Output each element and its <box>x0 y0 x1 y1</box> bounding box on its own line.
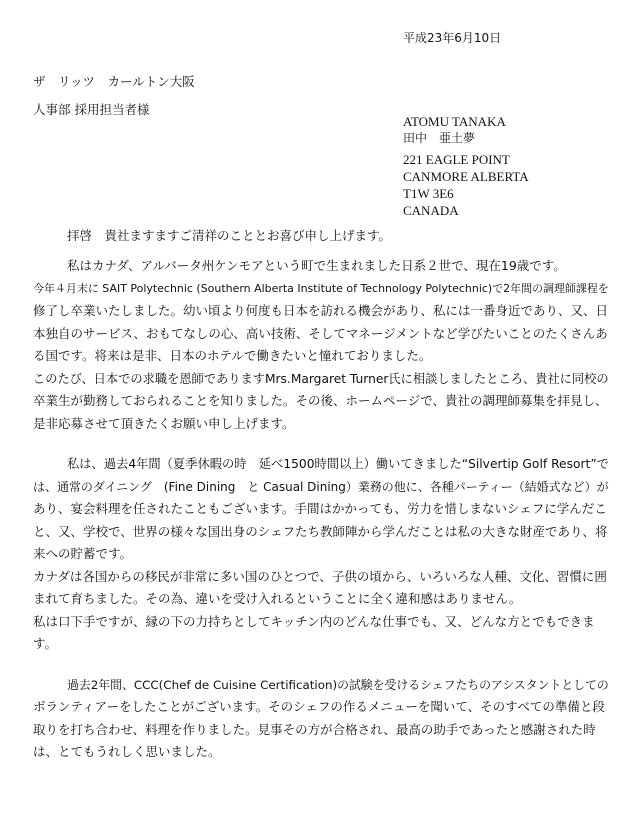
body-line: す。 <box>33 636 58 651</box>
body-line: まれて育ちました。その為、違いを受け入れるということに全く違和感はありません。 <box>33 591 522 606</box>
body-line: あり、宴会料理を任されたこともございます。手間はかかっても、労力を惜しまないシェフに学んだこ <box>33 501 607 516</box>
body-line: と、又、学校で、世界の様々な国出身のシェフたち教師陣から学んだことは私の大きな財産であり、将 <box>33 523 608 539</box>
body-line: 取りを打ち合わせ、料理を作りました。見事その方が合格され、最高の助手であったと感謝された時 <box>33 721 596 737</box>
body-line: 私はカナダ、アルバータ州ケンモアという町で生まれました日系２世で、現在19歳です。 <box>67 258 566 273</box>
body-line: 私は、過去4年間（夏季休暇の時 延べ1500時間以上）働いてきました“Silvertip Golf Resort”で <box>67 457 609 471</box>
body-line: このたび、日本での求職を恩師でありますMrs.Margaret Turner氏に相談しましたところ、貴社に同校の <box>33 371 609 386</box>
body-line: 私は口下手ですが、縁の下の力持ちとしてキッチン内のどんな仕事でも、又、どんな方とでもできま <box>33 613 595 629</box>
sender-block <box>403 113 529 219</box>
body-line: は、通常のダイニング (Fine Dining と Casual Dining）業務の他に、各種パーティー（結婚式など）が <box>33 479 609 494</box>
sender-name-en: ATOMU TANAKA <box>403 114 506 129</box>
recipient-company: ザ リッツ カールトン大阪 <box>33 74 195 89</box>
body-line: 卒業生が勤務しておられることを知りました。その後、ホームページで、貴社の調理師募集を拝見し、 <box>33 393 608 408</box>
sender-address-line: 221 EAGLE POINT <box>403 152 510 167</box>
body-line: 本独自のサービス、おもてなしの心、高い技術、そしてマネージメントなど学びたいことのたくさんあ <box>33 325 608 341</box>
body-line: る国です。将来は是非、日本のホテルで働きたいと憧れておりました。 <box>33 348 432 363</box>
body-line: 来への貯蓄です。 <box>33 546 133 561</box>
body-paragraph <box>33 255 615 435</box>
body-line: 修了し卒業いたしました。幼い頃より何度も日本を訪れる機会があり、私には一番身近であり、又、日 <box>33 303 609 318</box>
letter-date: 平成23年6月10日 <box>403 31 502 45</box>
body-line: 今年４月末に SAIT Polytechnic (Southern Alberta Institute of Technology Polytechnic)で2年間の調理師課程を <box>33 281 609 295</box>
greeting-line: 拝啓 貴社ますますご清祥のこととお喜び申し上げます。 <box>67 228 392 243</box>
sender-address-line: CANADA <box>403 203 459 218</box>
body-line: ボランティアーをしたことがございます。そのシェフの作るメニューを聞いて、そのすべての準備と段 <box>33 699 605 714</box>
body-paragraph <box>33 453 615 656</box>
letter-body <box>33 255 615 764</box>
sender-name-jp: 田中 亜土夢 <box>403 131 476 145</box>
body-paragraph <box>33 674 615 764</box>
sender-address-line: CANMORE ALBERTA <box>403 169 529 184</box>
sender-address-line: T1W 3E6 <box>403 186 454 201</box>
recipient-block <box>33 68 195 124</box>
body-line: は、とてもうれしく思いました。 <box>33 744 221 759</box>
body-line: 過去2年間、CCC(Chef de Cuisine Certification)の試験を受けるシェフたちのアシスタントとしての <box>67 677 609 692</box>
body-line: 是非応募させて頂きたくお願い申し上げます。 <box>33 415 295 431</box>
recipient-department: 人事部 採用担当者様 <box>33 102 150 117</box>
body-line: カナダは各国からの移民が非常に多い国のひとつで、子供の頃から、いろいろな人種、文化、習慣に囲 <box>33 568 607 584</box>
